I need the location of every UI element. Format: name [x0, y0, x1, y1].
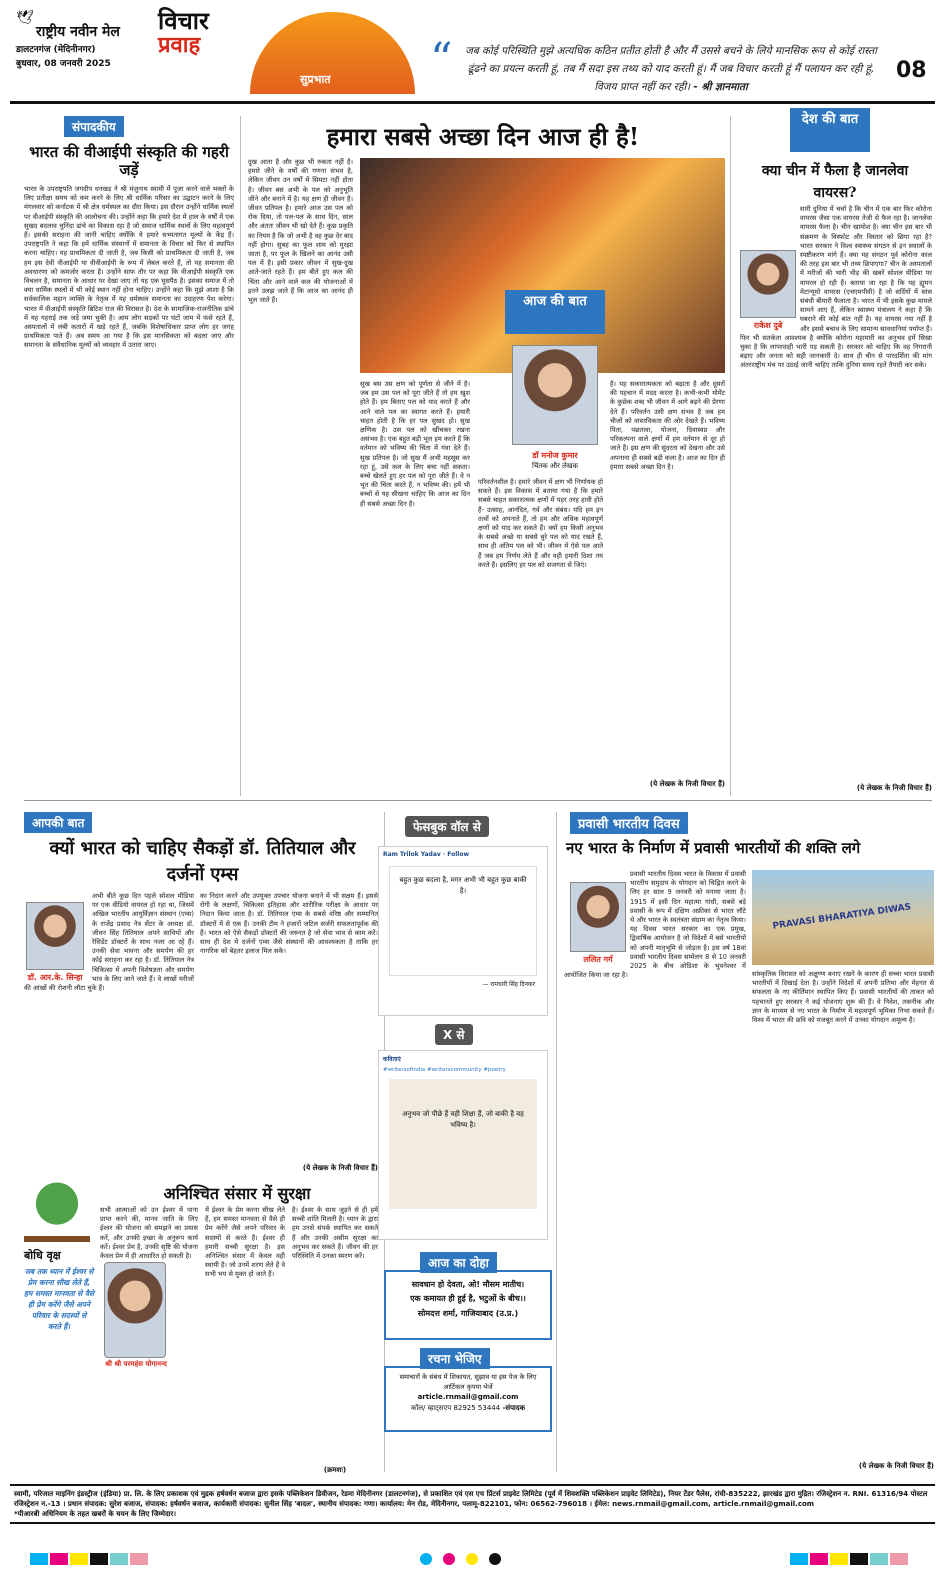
aapki-col-1 — [24, 892, 194, 1174]
feature-author-name: डॉ मनोज कुमार — [532, 451, 578, 460]
doha-tag: आज का दोहा — [420, 1252, 497, 1273]
pravasi-title: नए भारत के निर्माण में प्रवासी भारतीयों की शक्ति लगे — [566, 839, 861, 857]
fb-user: Ram Trilok Yadav · Follow — [383, 851, 470, 858]
fb-quote: बहुत कुछ बदला है, मगर अभी भी बहुत कुछ बाकी है। — [389, 866, 537, 976]
thought-author: - श्री ज्ञानमाता — [693, 81, 748, 93]
sun-label: सुप्रभात — [300, 73, 331, 86]
doha-line-1: सावधान हो देवता, ओ! मौसम मातीच। — [411, 1280, 525, 1289]
rachna-email[interactable]: article.rnmail@gmail.com — [417, 1393, 519, 1401]
divider — [556, 812, 557, 1472]
paper-name: राष्ट्रीय नवीन मेल — [36, 24, 120, 40]
feature-col-2: सुख बस उस क्षण को पूर्णता से जीने में है। जब हम उस पल को पूरा जीते हैं तो हम खुश होते हैं। हम बिताए पल को याद करते हैं और आने वाले पल का स्वागत करते हैं। हमारी चाहत होती है कि हर पल सुखद हो। सुख क्षणिक है। उस पल को खींचकर रखना असंभव है। एक बहुत बड़ी भूल हम करते हैं कि वर्तमान को भविष्य की चिंता में गंवा देते हैं। सुख प्रतिपल है। जो सुख मैं अभी महसूस कर रहा हूं, उसे कल के लिए बचा नहीं सकता। बच्चे खेलते हुए हर पल को पूरा जीते हैं। वे न भूत की चिंता करते हैं, न भविष्य की। हमें भी बच्चों से यह सीखना चाहिए कि आज का दिन ही सबसे अच्छा दिन है। — [360, 380, 470, 508]
desh-ki-baat-tag: देश की बात — [790, 108, 870, 152]
section-logo — [158, 8, 246, 94]
aapki-author-name: डॉ. आर.के. सिन्हा — [27, 973, 83, 982]
pravasi-tag: प्रवासी भारतीय दिवस — [570, 812, 688, 834]
facebook-tag: फेसबुक वॉल से — [405, 816, 489, 837]
dot-magenta — [443, 1553, 455, 1565]
suraksha-author-name: श्री श्री परमहंस योगानन्द — [105, 1360, 167, 1368]
people-jumping-photo — [360, 158, 725, 373]
bodhi-text: जब तक ध्यान में ईश्वर से प्रेम करना सीख लेते हैं, हम समस्त मानवता से वैसे ही प्रेम करेंगे जैसे अपने परिवार के सदस्यों से करते हैं। — [24, 1267, 94, 1331]
rachna-phone — [390, 1403, 546, 1414]
thought-text: जब कोई परिस्थिति मुझे अत्यधिक कठिन प्रतीत होती है और मैं उससे बचने के लिये मानसिक रूप से कोई रास्ता ढूंढने का प्रयत्न करती हूं, तब मैं सदा इस तथ्य को याद करती हूं। मैं जब विचार करती हूं मैं पलायन कर रही हूं, विजय प्राप्त नहीं कर रही। — [465, 45, 877, 93]
section-top: विचार — [158, 6, 209, 35]
paper-date: बुधवार, 08 जनवरी 2025 — [16, 59, 111, 69]
divider — [730, 116, 731, 796]
aapki-col-2: का निदान करने और उपयुक्त उपचार योजना बनाने में भी सक्षम हैं। इससे रोगी के लक्षणों, चिकित्सा इतिहास और शारीरिक परीक्षा के आधार पर निदान किया जाता है। डॉ. तितियाल एम्स के सबसे वरिष्ठ और सम्मानित डॉक्टरों में से एक हैं। उनकी टीम ने हजारों जटिल सर्जरी सफलतापूर्वक की हैं। भारत को ऐसे सैकड़ों डॉक्टरों की जरूरत है जो सेवा भाव से काम करें। साथ ही देश में दर्जनों एम्स जैसे संस्थानों की आवश्यकता है ताकि हर नागरिक को बेहतर इलाज मिल सके। — [200, 892, 378, 956]
sun-graphic — [250, 12, 415, 94]
registration-dots — [420, 1550, 507, 1569]
x-post-card — [378, 1050, 548, 1240]
suraksha-col-1-text: सभी आत्माओं को उन ईश्वर में पाना प्राप्त करने की, मानव जाति के लिए ईश्वर की योजना को समझने का प्रयास करें, और उनकी इच्छा के अनुरूप कार्य करें। ईश्वर प्रेम है, उनकी सृष्टि की योजना केवल प्रेम में ही आधारित हो सकती है। — [100, 1206, 198, 1261]
bodhi-tag: बोधि वृक्ष — [24, 1249, 61, 1262]
doha-box — [384, 1270, 552, 1340]
color-bar-right — [790, 1550, 910, 1569]
editorial-column — [24, 116, 234, 796]
desh-author-name: राकेश दुबे — [753, 321, 783, 330]
dot-black — [489, 1553, 501, 1565]
desh-note: (ये लेखक के निजी विचार हैं) — [856, 784, 932, 792]
doha-line-2: एक कमायत ही हुई है, भटुओं के बीच।। — [410, 1294, 526, 1303]
x-quote: अनुभव जो पीछे हैं वही शिक्षा हैं, जो बाकी है वह भविष्य है। — [389, 1079, 537, 1209]
x-tag: X से — [435, 1024, 473, 1045]
fb-quote-author: — रामधारी सिंह दिनकर — [482, 981, 535, 988]
desh-body — [740, 205, 932, 785]
suraksha-col-2: में ईश्वर के प्रेम करना सीख लेते हैं, हम समस्त मानवता से वैसे ही प्रेम करेंगे जैसे अपने परिवार के सदस्यों से करते हैं। ईश्वर ही हमारी सच्ची सुरक्षा है। इस अनिश्चित संसार में केवल वही स्थायी है। जो उनमें शरण लेते हैं वे सभी भय से मुक्त हो जाते हैं। — [205, 1206, 285, 1279]
masthead — [10, 8, 935, 104]
section-bottom: प्रवाह — [158, 33, 201, 58]
imprint-footer — [10, 1484, 935, 1524]
doha-author: सोमदत्त शर्मा, गाजियाबाद (उ.प्र.) — [417, 1309, 519, 1318]
suraksha-note: (क्रमशः) — [323, 1466, 347, 1474]
feature-note: (ये लेखक के निजी विचार हैं) — [649, 780, 725, 788]
x-hashtags: #writersofindia #writerscommunity #poetry — [383, 1067, 506, 1073]
page-number: 08 — [896, 58, 927, 83]
yogananda-photo — [104, 1262, 166, 1358]
thought-of-day — [456, 42, 886, 96]
author-photo — [512, 345, 598, 445]
rachna-signoff: -संपादक — [502, 1404, 525, 1412]
quote-open-icon: “ — [430, 34, 453, 85]
color-bar-left — [30, 1550, 150, 1569]
rachna-text: समाचारों के संबंध में शिकायत, सुझाव या इस पेज के लिए आर्टिकल कृपया भेजें — [399, 1373, 537, 1391]
aapki-col-1-text: अभी बीते कुछ दिन पहले सोशल मीडिया पर एक वीडियो वायरल हो रहा था, जिसमें अखिल भारतीय आयुर्विज्ञान संस्थान (एम्स) के राजेंद्र प्रसाद नेत्र सेंटर के अध्यक्ष डॉ. जीवन सिंह तितियाल अपने साथियों और रेसिडेंट डॉक्टरों के साथ नजर आ रहे हैं। उनकी सेवा भावना और समर्पण की हर कोई सराहना कर रहा है। डॉ. तितियाल नेत्र चिकित्सा में अपनी विशेषज्ञता और समर्पण भाव के लिए जाने जाते हैं। वे लाखों मरीजों की आंखों की रोशनी लौटा चुके हैं। — [24, 892, 194, 993]
suraksha-title: अनिश्चित संसार में सुरक्षा — [163, 1184, 311, 1203]
paper-city: डालटनगंज (मेदिनीनगर) — [16, 45, 96, 55]
pravasi-col-2: सांस्कृतिक विरासत को अक्षुण्ण बनाए रखने के कारण ही सच्चा भारत प्रवासी भारतीयों में दिखाई देता है। उन्होंने विदेशों में अपनी प्रतिभा और मेहनत से सफलता के नए कीर्तिमान स्थापित किए हैं। प्रवासी भारतीयों की ताकत को पहचानते हुए सरकार ने कई योजनाएं शुरू की हैं। वे निवेश, तकनीक और ज्ञान के माध्यम से नए भारत के निर्माण में महत्वपूर्ण भूमिका निभा सकते हैं। विश्व में भारत की छवि को मजबूत करने में उनका योगदान अमूल्य है। — [752, 970, 934, 1025]
divider — [240, 116, 241, 796]
desh-title: क्या चीन में फैला है जानलेवा वायरस? — [761, 163, 909, 201]
feature-col-3: परिवर्तनशील है। हमारे जीवन में क्षण भी निर्णायक हो सकते हैं। इस विकास में बताया गया है कि हमारे सबसे चाहत सकारात्मक क्षणों में पहर तरह हावी होते हैं- उत्साह, आनंदित, गर्व और संबंध। यदि हम इन तत्वों को अपनाते हैं, तो हम और अधिक महत्वपूर्ण क्षणों को याद कर सकते हैं। क्यों हम किसी अनुभव के सबसे अच्छे या सबसे बुरे पल को याद रखते हैं, साथ ही अंतिम पल को भी। जीवन में ऐसे पल आते हैं जब हम निर्णय लेते हैं और वही हमारी दिशा तय करते हैं। इसलिए हर पल को सजगता से जिएं। — [478, 478, 603, 569]
feature-col-1: दुख आता है और कुछ भी रुकता नहीं है। हमारे जीने के वर्षों की गणना संभव है, लेकिन जीवन उन वर्षों में सिमटा नहीं होता है। जीवन बस अभी के पल को अनुभूति जीने और बनाने में है। यह क्षण ही जीवन है। जीवन प्रतिपल है। हमारे आज उस पल को रोक दिया, तो पल-पल के साथ दिन, साल और अंततः जीवन भी खो देते हैं। कुछ प्रकृति का नियम है कि जो अभी है वह कुछ देर बाद नहीं होगा। सुबह का फूल शाम को मुरझा जाता है, पर फूल के खिलने का आनंद उसी पल में है। इसी प्रकार जीवन में सुख-दुख आते-जाते रहते हैं। हम बीते हुए कल की चिंता और आने वाले कल की योजनाओं में इतने उलझ जाते हैं कि आज का आनंद ही भूल जाते हैं। — [248, 158, 353, 305]
feature-title: हमारा सबसे अच्छा दिन आज ही है! — [326, 122, 640, 151]
aaj-ki-baat-tag: आज की बात — [505, 290, 605, 334]
x-user: कविताएं — [383, 1056, 401, 1063]
imprint-text: स्वामी, परिजात माइनिंग इंडस्ट्रीज (इंडिया) प्रा. लि. के लिए प्रकाशक एवं मुद्रक हर्षवर्धन बजाज द्वारा इसके पब्लिकेशन डिवीजन, रेडमा मेदिनीनगर (डालटनगंज), से प्रकाशित एवं एस एच प्रिंटर्स प्राइवेट लिमिटेड (पूर्व में शिवशक्ति पब्लिकेशन प्राइवेट लिमिटेड), नियर टेंडर पैलेस, रांची-835222, झारखंड द्वारा मुद्रित। रजिस्ट्रेशन न. RNI. 61316/94 पोस्टल रजिस्ट्रेशन न.-13 । प्रधान संपादक: सुरेश बजाज, संपादक: हर्षवर्धन बजाज, कार्यकारी संपादक: सुनील सिंह 'बादल', स्थानीय संपादक: गणा। कार्यालय: मेन रोड, मेदिनीनगर, पलामू-822101, फोन: 06562-796018 । ईमेल: news.rnmail@gmail.com, article.rnmail@gmail.com — [14, 1490, 928, 1508]
editorial-title: भारत की वीआईपी संस्कृति की गहरी जड़ें — [29, 143, 229, 179]
facebook-post-card — [378, 846, 548, 1016]
bird-logo-icon: 🕊 — [16, 10, 34, 26]
feature-col-3-top — [478, 380, 502, 480]
pravasi-author-name: ललित गर्ग — [583, 955, 613, 964]
rachna-tag: रचना भेजिए — [420, 1348, 490, 1369]
feature-author-role: चिंतक और लेखक — [532, 462, 578, 470]
aapki-note: (ये लेखक के निजी विचार हैं) — [302, 1164, 378, 1172]
sand-art-photo — [752, 870, 934, 965]
divider — [24, 800, 932, 801]
suraksha-col-3: है। ईश्वर के साथ जुड़ने से ही हमें सच्ची शांति मिलती है। ध्यान के द्वारा हम उनसे संपर्क स्थापित कर सकते हैं और उनकी असीम सुरक्षा का अनुभव कर सकते हैं। जीवन की हर परिस्थिति में उनका स्मरण करें। — [292, 1206, 378, 1261]
rachna-phone-number: कॉल/ व्हाट्सएप 82925 53444 — [411, 1404, 501, 1412]
aapki-title: क्यों भारत को चाहिए सैकड़ों डॉ. तितियाल और दर्जनों एम्स — [49, 838, 356, 885]
dot-cyan — [420, 1553, 432, 1565]
editorial-tag: संपादकीय — [64, 116, 124, 137]
feature-col-4: है। यह सकारात्मकता को बढ़ाता है और दूसरों की पहचान में मदद करता है। कभी-कभी मोमेंट के कुछेक शब्द भी जीवन में आगे बढ़ने की प्रेरणा देते हैं। परिवर्तन उसी क्षण संभव है जब हम चीजों को वास्तविकता की ओर देखते हैं। भविष्य पिता, पछतावा, योजना, दिवास्वप्न और परिकल्पना वाले क्षणों में हम वर्तमान से दूर हो जाते हैं। इस क्षण की सुंदरता को देखना और उसे अपनाना ही सबसे बड़ी कला है। आज का दिन ही हमारा सबसे अच्छा दिन है। — [610, 380, 725, 471]
rachna-box — [384, 1366, 552, 1432]
pravasi-col-1 — [564, 870, 746, 1474]
tree-icon — [24, 1182, 90, 1242]
aapki-baat-tag: आपकी बात — [24, 812, 92, 833]
desh-body-text: सारी दुनिया में चर्चा है कि चीन में एक बार फिर कोरोना वायरस जैसा एक वायरस तेजी से फैल रहा है। जानलेवा वायरस फैला है। चीन खामोश है। क्या चीन इस बार भी संक्रमण के विस्फोट और विस्तार को छिपा रहा है? भारत सरकार ने विश्व स्वास्थ्य संगठन से इन सवालों के स्पष्टीकरण मांगे हैं। क्या यह संगठन पूर्व कोरोना काल की तरह इस बार भी तथ्य छिपाएगा? चीन के अस्पतालों में मरीजों की भारी भीड़ की खबरें सोशल मीडिया पर वायरल हो रही हैं। बताया जा रहा है कि यह ह्यूमन मेटान्यूमो वायरस (एचएमपीवी) है जो सर्दियों में सांस संबंधी बीमारी फैलाता है। भारत में भी इसके कुछ मामले सामने आए हैं, लेकिन स्वास्थ्य मंत्रालय ने कहा है कि घबराने की कोई बात नहीं है। यह वायरस नया नहीं है और इससे बचाव के लिए सामान्य सावधानियां पर्याप्त हैं। फिर भी सतर्कता आवश्यक है क्योंकि कोरोना महामारी का अनुभव हमें सिखा चुका है कि लापरवाही भारी पड़ सकती है। सरकार को चाहिए कि वह निगरानी बढ़ाए और जनता को सही जानकारी दे। साथ ही चीन से पारदर्शिता की मांग अंतरराष्ट्रीय मंच पर उठाई जानी चाहिए ताकि दुनिया समय रहते तैयारी कर सके। — [740, 205, 932, 370]
pravasi-note: (ये लेखक के निजी विचार हैं) — [858, 1462, 934, 1470]
dot-yellow — [466, 1553, 478, 1565]
editorial-body: भारत के उपराष्ट्रपति जगदीप धनखड़ ने श्री मंजुनाथ स्वामी में पूजा करने वाले भक्तों के लिए प्रतीक्षा समय को कम करने के लिए श्री धार्मिक परिसर का उद्घाटन करने के लिए मंगलवार को कर्नाटक में श्री क्षेत्र धर्मस्थल का दौरा किया। इस दौरान उन्होंने धार्मिक स्थलों पर वीआईपी संस्कृति की आलोचना की। उन्होंने कहा कि हमारे देश में हाल के वर्षों में एक सुखद बदलाव चुनिंदा ढांचे का विकास रहा है जो समाज धार्मिक स्थलों के लिए महत्वपूर्ण हैं। इसकी सराहना की जानी चाहिए क्योंकि ये हमारे सभ्यतागत मूल्यों के केंद्र हैं। उपराष्ट्रपति ने कहा कि हमें धार्मिक संस्थानों में समानता के विचार को फिर से स्थापित करना चाहिए। यह प्राथमिकता दी जाती है, जब किसी को प्राथमिकता दी जाती है, जब हम इस देवी वीआईपी या वीवीआईपी के रूप में लेबल करते हैं, तो यह समानता की अवधारणा को कमजोर करता है। उन्होंने साफ तौर पर कहा कि वीआईपी संस्कृति एक विचलन है, समानता के आधार पर देखा जाए तो यह एक घुसपैठ है। इसका समाज में तो क्या धार्मिक स्थलों में भी कोई स्थान नहीं होना चाहिए। उन्होंने कहा कि मुझे आशा है कि सर्वकालिक महान व्यक्ति के नेतृत्व में यह धर्मस्थल समानता का उदाहरण पेश करेगा। भारत में वीआईपी संस्कृति ब्रिटिश राज की विरासत है। देश के सामाजिक-राजनीतिक ढांचे में यह गहराई तक जड़ें जमा चुकी है। आम लोग सड़कों पर घंटों जाम में फंसे रहते हैं, अस्पतालों में लंबी कतारों में खड़े रहते हैं, जबकि विशेषाधिकार प्राप्त लोग हर जगह प्राथमिकता पाते हैं। अब समय आ गया है कि इस मानसिकता को बदला जाए और समानता के संवैधानिक मूल्यों को व्यवहार में उतारा जाए। — [24, 185, 234, 350]
imprint-disclaimer: *पीआरबी अधिनियम के तहत खबरों के चयन के लिए जिम्मेदार। — [14, 1510, 176, 1518]
pravasi-col-1-text: प्रवासी भारतीय दिवस भारत के विकास में प्रवासी भारतीय समुदाय के योगदान को चिह्नित करने के लिए हर साल 9 जनवरी को मनाया जाता है। 1915 में इसी दिन महात्मा गांधी, सबसे बड़े प्रवासी के रूप में दक्षिण अफ्रीका से भारत लौटे थे और भारत के स्वतंत्रता संग्राम का नेतृत्व किया। यह दिवस भारत सरकार का एक प्रमुख, द्विवार्षिक आयोजन है जो विदेशों में बसे भारतीयों को अपनी मातृभूमि से जोड़ता है। इस वर्ष 18वां प्रवासी भारतीय दिवस सम्मेलन 8 से 10 जनवरी 2025 के बीच ओडिशा के भुवनेश्वर में आयोजित किया जा रहा है। — [564, 870, 746, 980]
poster-text: PRAVASI BHARATIYA DIWAS — [771, 902, 912, 932]
